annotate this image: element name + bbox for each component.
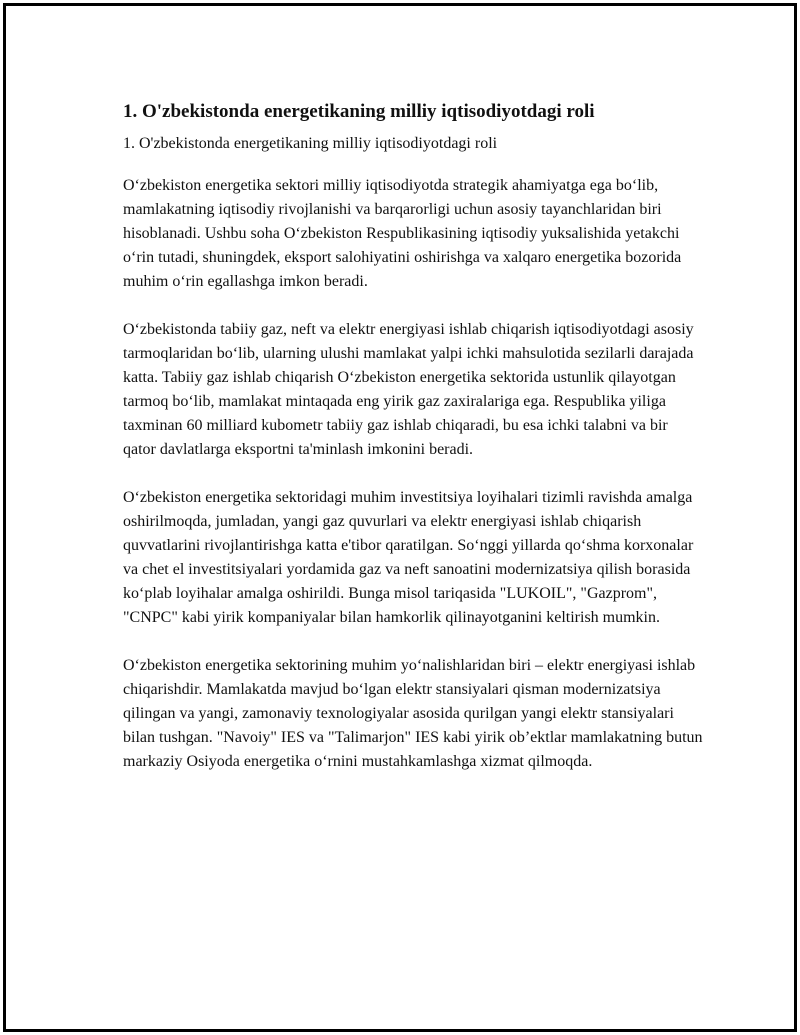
paragraph-4: O‘zbekiston energetika sektorining muhim yo‘nalishlaridan biri – elektr energiyasi ishlab chiqarishdir. Mamlakatda mavjud bo‘lgan elektr stansiyalari qisman modernizatsiya qilingan va yangi, zamonaviy texnologiyalar asosida qurilgan yangi elektr stansiyalari bilan tushgan. "Navoiy" IES va "Talimarjon" IES kabi yirik ob’ektlar mamlakatning butun markaziy Osiyoda energetika o‘rnini mustahkamlashga xizmat qilmoqda. xyxy=(123,657,703,770)
document-body xyxy=(123,98,703,774)
page-frame xyxy=(3,3,797,1032)
document-subheading: 1. O'zbekistonda energetikaning milliy iqtisodiyotdagi roli xyxy=(123,135,498,152)
paragraph-3: O‘zbekiston energetika sektoridagi muhim investitsiya loyihalari tizimli ravishda amalga oshirilmoqda, jumladan, yangi gaz quvurlari va elektr energiyasi ishlab chiqarish quvvatlarini rivojlantirishga katta e'tibor qaratilgan. So‘nggi yillarda qo‘shma korxonalar va chet el investitsiyalari yordamida gaz va neft sanoatini modernizatsiya qilish borasida ko‘plab loyihalar amalga oshirildi. Bunga misol tariqasida "LUKOIL", "Gazprom", "CNPC" kabi yirik kompaniyalar bilan hamkorlik qilinayotganini keltirish mumkin. xyxy=(123,489,694,626)
paragraph-1: O‘zbekiston energetika sektori milliy iqtisodiyotda strategik ahamiyatga ega bo‘lib, mamlakatning iqtisodiy rivojlanishi va barqarorligi uchun asosiy tayanchlaridan biri hisoblanadi. Ushbu soha O‘zbekiston Respublikasining iqtisodiy yuksalishida yetakchi o‘rin tutadi, shuningdek, eksport salohiyatini oshirishga va xalqaro energetika bozorida muhim o‘rin egallashga imkon beradi. xyxy=(123,177,682,290)
document-heading: 1. O'zbekistonda energetikaning milliy iqtisodiyotdagi roli xyxy=(123,101,595,122)
paragraph-2: O‘zbekistonda tabiiy gaz, neft va elektr energiyasi ishlab chiqarish iqtisodiyotdagi asosiy tarmoqlaridan bo‘lib, ularning ulushi mamlakat yalpi ichki mahsulotida sezilarli darajada katta. Tabiiy gaz ishlab chiqarish O‘zbekiston energetika sektorida ustunlik qilayotgan tarmoq bo‘lib, mamlakat mintaqada eng yirik gaz zaxiralariga ega. Respublika yiliga taxminan 60 milliard kubometr tabiiy gaz ishlab chiqaradi, bu esa ichki talabni va bir qator davlatlarga eksportni ta'minlash imkonini beradi. xyxy=(123,321,694,458)
